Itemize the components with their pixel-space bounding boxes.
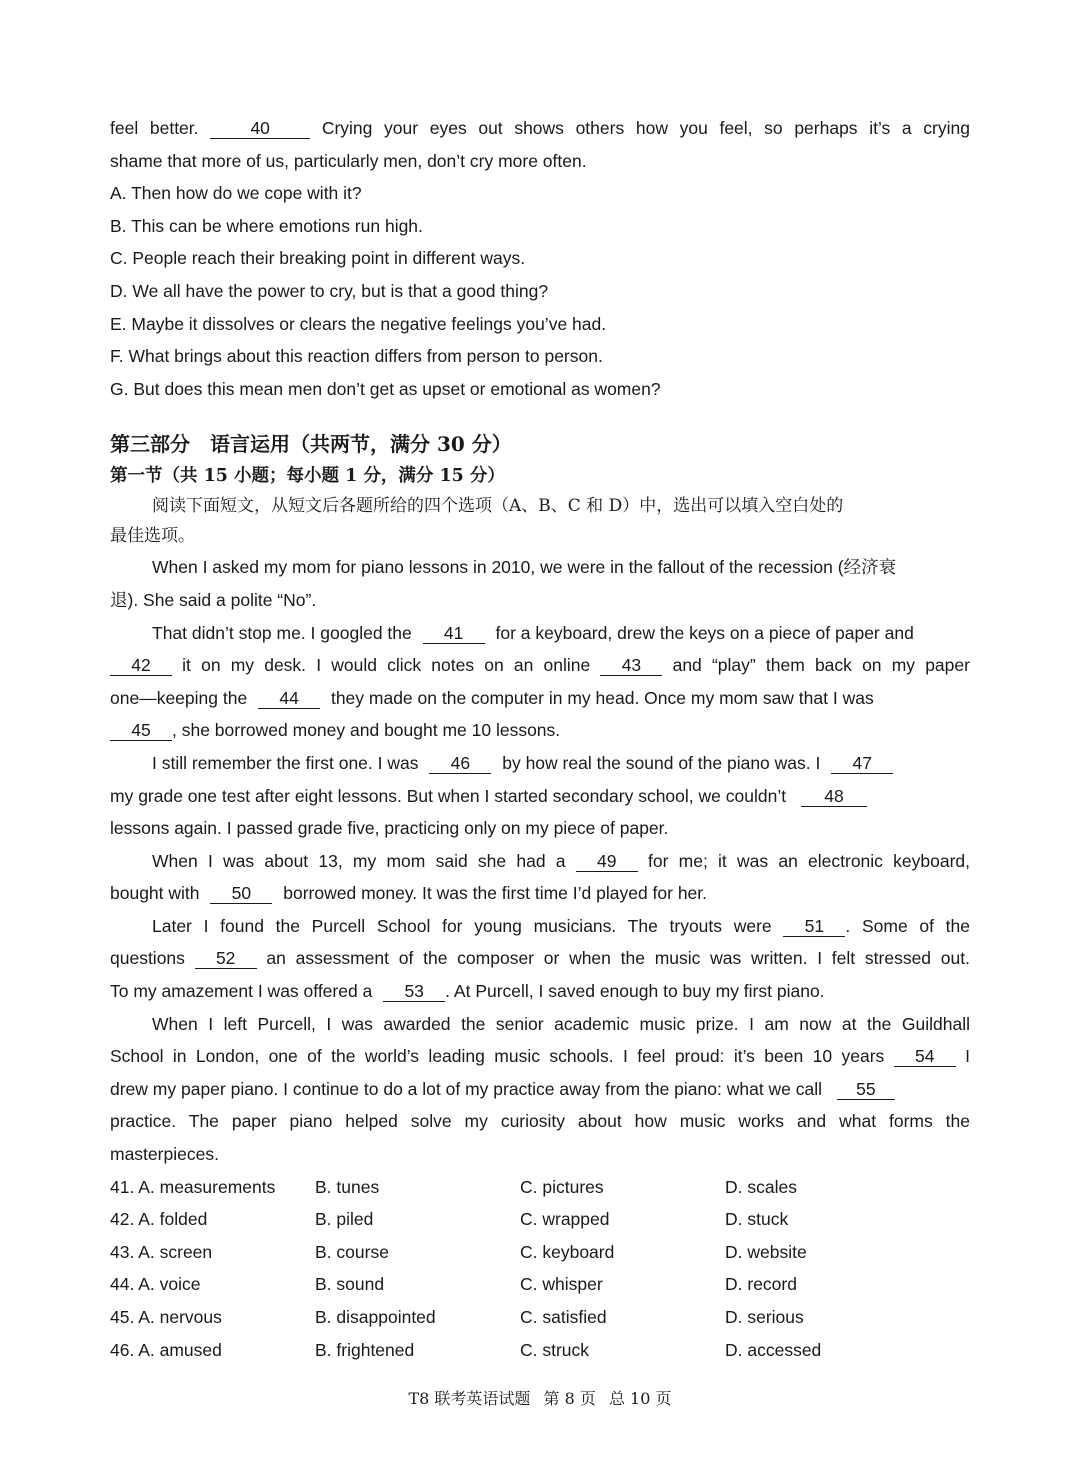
- passage-line: drew my paper piano. I continue to do a lot of my practice away from the piano: what we call 55: [110, 1073, 970, 1106]
- passage-line: 42 it on my desk. I would click notes on an online 43 and “play” them back on my paper: [110, 649, 970, 682]
- passage-line: lessons again. I passed grade five, practicing only on my piece of paper.: [110, 818, 669, 839]
- answer-blank-52: 52: [195, 948, 257, 969]
- section-title: 第三部分 语言运用（共两节，满分 30 分）: [110, 432, 512, 457]
- choice-b: B. disappointed: [315, 1307, 436, 1327]
- passage-line: feel better. 40 Crying your eyes out shows others how you feel, so perhaps it’s a crying: [110, 118, 970, 138]
- question-row: [110, 1171, 970, 1204]
- passage-line: Later I found the Purcell School for young musicians. The tryouts were 51 . Some of the: [152, 915, 971, 936]
- choice-b: B. course: [315, 1241, 389, 1262]
- answer-blank-51: 51: [783, 916, 845, 937]
- passage-line: shame that more of us, particularly men, don’t cry more often.: [110, 150, 587, 171]
- seven-choice-options: [110, 177, 970, 405]
- page-number: 第 8 页: [543, 1389, 596, 1408]
- choice-d: D. record: [725, 1274, 797, 1295]
- passage-line: When I asked my mom for piano lessons in 2010, we were in the fallout of the recession (经济衰: [152, 557, 897, 578]
- answer-blank-47: 47: [831, 753, 893, 774]
- question-row: [110, 1236, 970, 1269]
- choice-c: C. whisper: [520, 1274, 603, 1295]
- answer-choices: [110, 1171, 970, 1367]
- instructions-line: 最佳选项。: [110, 526, 195, 547]
- option-item: D. We all have the power to cry, but is that a good thing?: [110, 280, 549, 301]
- passage-line: masterpieces.: [110, 1144, 219, 1165]
- choice-d: D. scales: [725, 1176, 797, 1197]
- option-item: E. Maybe it dissolves or clears the negative feelings you’ve had.: [110, 313, 607, 334]
- passage-line: 退). She said a polite “No”.: [110, 589, 317, 610]
- choice-c: C. pictures: [520, 1176, 604, 1197]
- choice-b: B. frightened: [315, 1339, 415, 1360]
- choice-a: 43. A. screen: [110, 1241, 213, 1262]
- passage-line: bought with 50 borrowed money. It was the first time I’d played for her.: [110, 883, 708, 904]
- choice-d: D. accessed: [725, 1339, 822, 1360]
- passage-line: practice. The paper piano helped solve my curiosity about how music works and what forms the: [110, 1111, 970, 1132]
- passage-line: When I left Purcell, I was awarded the senior academic music prize. I am now at the Guildhall: [152, 1013, 970, 1034]
- choice-c: C. satisfied: [520, 1307, 607, 1327]
- choice-c: C. keyboard: [520, 1241, 615, 1262]
- choice-b: B. sound: [315, 1274, 385, 1295]
- answer-blank-48: 48: [801, 786, 867, 807]
- answer-blank-42: 42: [110, 655, 172, 676]
- question-row: [110, 1334, 970, 1367]
- answer-blank-40: 40: [210, 118, 310, 139]
- choice-b: B. tunes: [315, 1176, 380, 1197]
- choice-d: D. stuck: [725, 1209, 789, 1230]
- exam-name: T8 联考英语试题: [408, 1389, 531, 1408]
- page-footer: [0, 1386, 1080, 1409]
- exam-page: [110, 112, 970, 1366]
- choice-c: C. wrapped: [520, 1209, 610, 1230]
- passage-line: School in London, one of the world’s leading music schools. I feel proud: it’s been 10 years 54 I: [110, 1046, 970, 1067]
- choice-a: 44. A. voice: [110, 1274, 201, 1295]
- question-row: [110, 1301, 970, 1334]
- option-item: G. But does this mean men don’t get as upset or emotional as women?: [110, 378, 661, 399]
- option-item: F. What brings about this reaction differs from person to person.: [110, 346, 603, 367]
- passage-line: questions 52 an assessment of the composer or when the music was written. I felt stressed out.: [110, 948, 970, 969]
- choice-a: 46. A. amused: [110, 1339, 222, 1360]
- passage-line: That didn’t stop me. I googled the 41 for a keyboard, drew the keys on a piece of paper and: [152, 622, 914, 643]
- answer-blank-41: 41: [423, 623, 485, 644]
- passage-line: one—keeping the 44 they made on the computer in my head. Once my mom saw that I was: [110, 687, 874, 708]
- answer-blank-49: 49: [576, 851, 638, 872]
- choice-c: C. struck: [520, 1339, 590, 1360]
- choice-d: D. website: [725, 1241, 807, 1262]
- passage-line: To my amazement I was offered a 53 . At Purcell, I saved enough to buy my first piano.: [110, 981, 825, 1002]
- passage-line: my grade one test after eight lessons. But when I started secondary school, we couldn’t 48: [110, 780, 970, 813]
- choice-a: 45. A. nervous: [110, 1307, 222, 1327]
- option-item: A. Then how do we cope with it?: [110, 183, 362, 204]
- choice-d: D. serious: [725, 1307, 804, 1327]
- answer-blank-43: 43: [600, 655, 662, 676]
- option-item: C. People reach their breaking point in different ways.: [110, 248, 526, 269]
- answer-blank-50: 50: [210, 883, 272, 904]
- answer-blank-46: 46: [429, 753, 491, 774]
- choice-a: 41. A. measurements: [110, 1176, 276, 1197]
- answer-blank-55: 55: [837, 1079, 895, 1100]
- question-row: [110, 1268, 970, 1301]
- choice-b: B. piled: [315, 1209, 374, 1230]
- option-item: B. This can be where emotions run high.: [110, 215, 423, 236]
- choice-a: 42. A. folded: [110, 1209, 208, 1230]
- passage-line: 45 , she borrowed money and bought me 10 lessons.: [110, 714, 970, 747]
- answer-blank-54: 54: [894, 1046, 956, 1067]
- answer-blank-44: 44: [258, 688, 320, 709]
- section-subtitle: 第一节（共 15 小题；每小题 1 分，满分 15 分）: [110, 466, 505, 487]
- passage-line: I still remember the first one. I was 46 by how real the sound of the piano was. I 47: [110, 747, 970, 780]
- page-total: 总 10 页: [608, 1389, 672, 1408]
- answer-blank-45: 45: [110, 720, 172, 741]
- instructions-line: 阅读下面短文，从短文后各题所给的四个选项（A、B、C 和 D）中，选出可以填入空白处的: [152, 496, 844, 517]
- question-row: [110, 1203, 970, 1236]
- passage-line: When I was about 13, my mom said she had a 49 for me; it was an electronic keyboard,: [152, 850, 970, 871]
- answer-blank-53: 53: [383, 981, 445, 1002]
